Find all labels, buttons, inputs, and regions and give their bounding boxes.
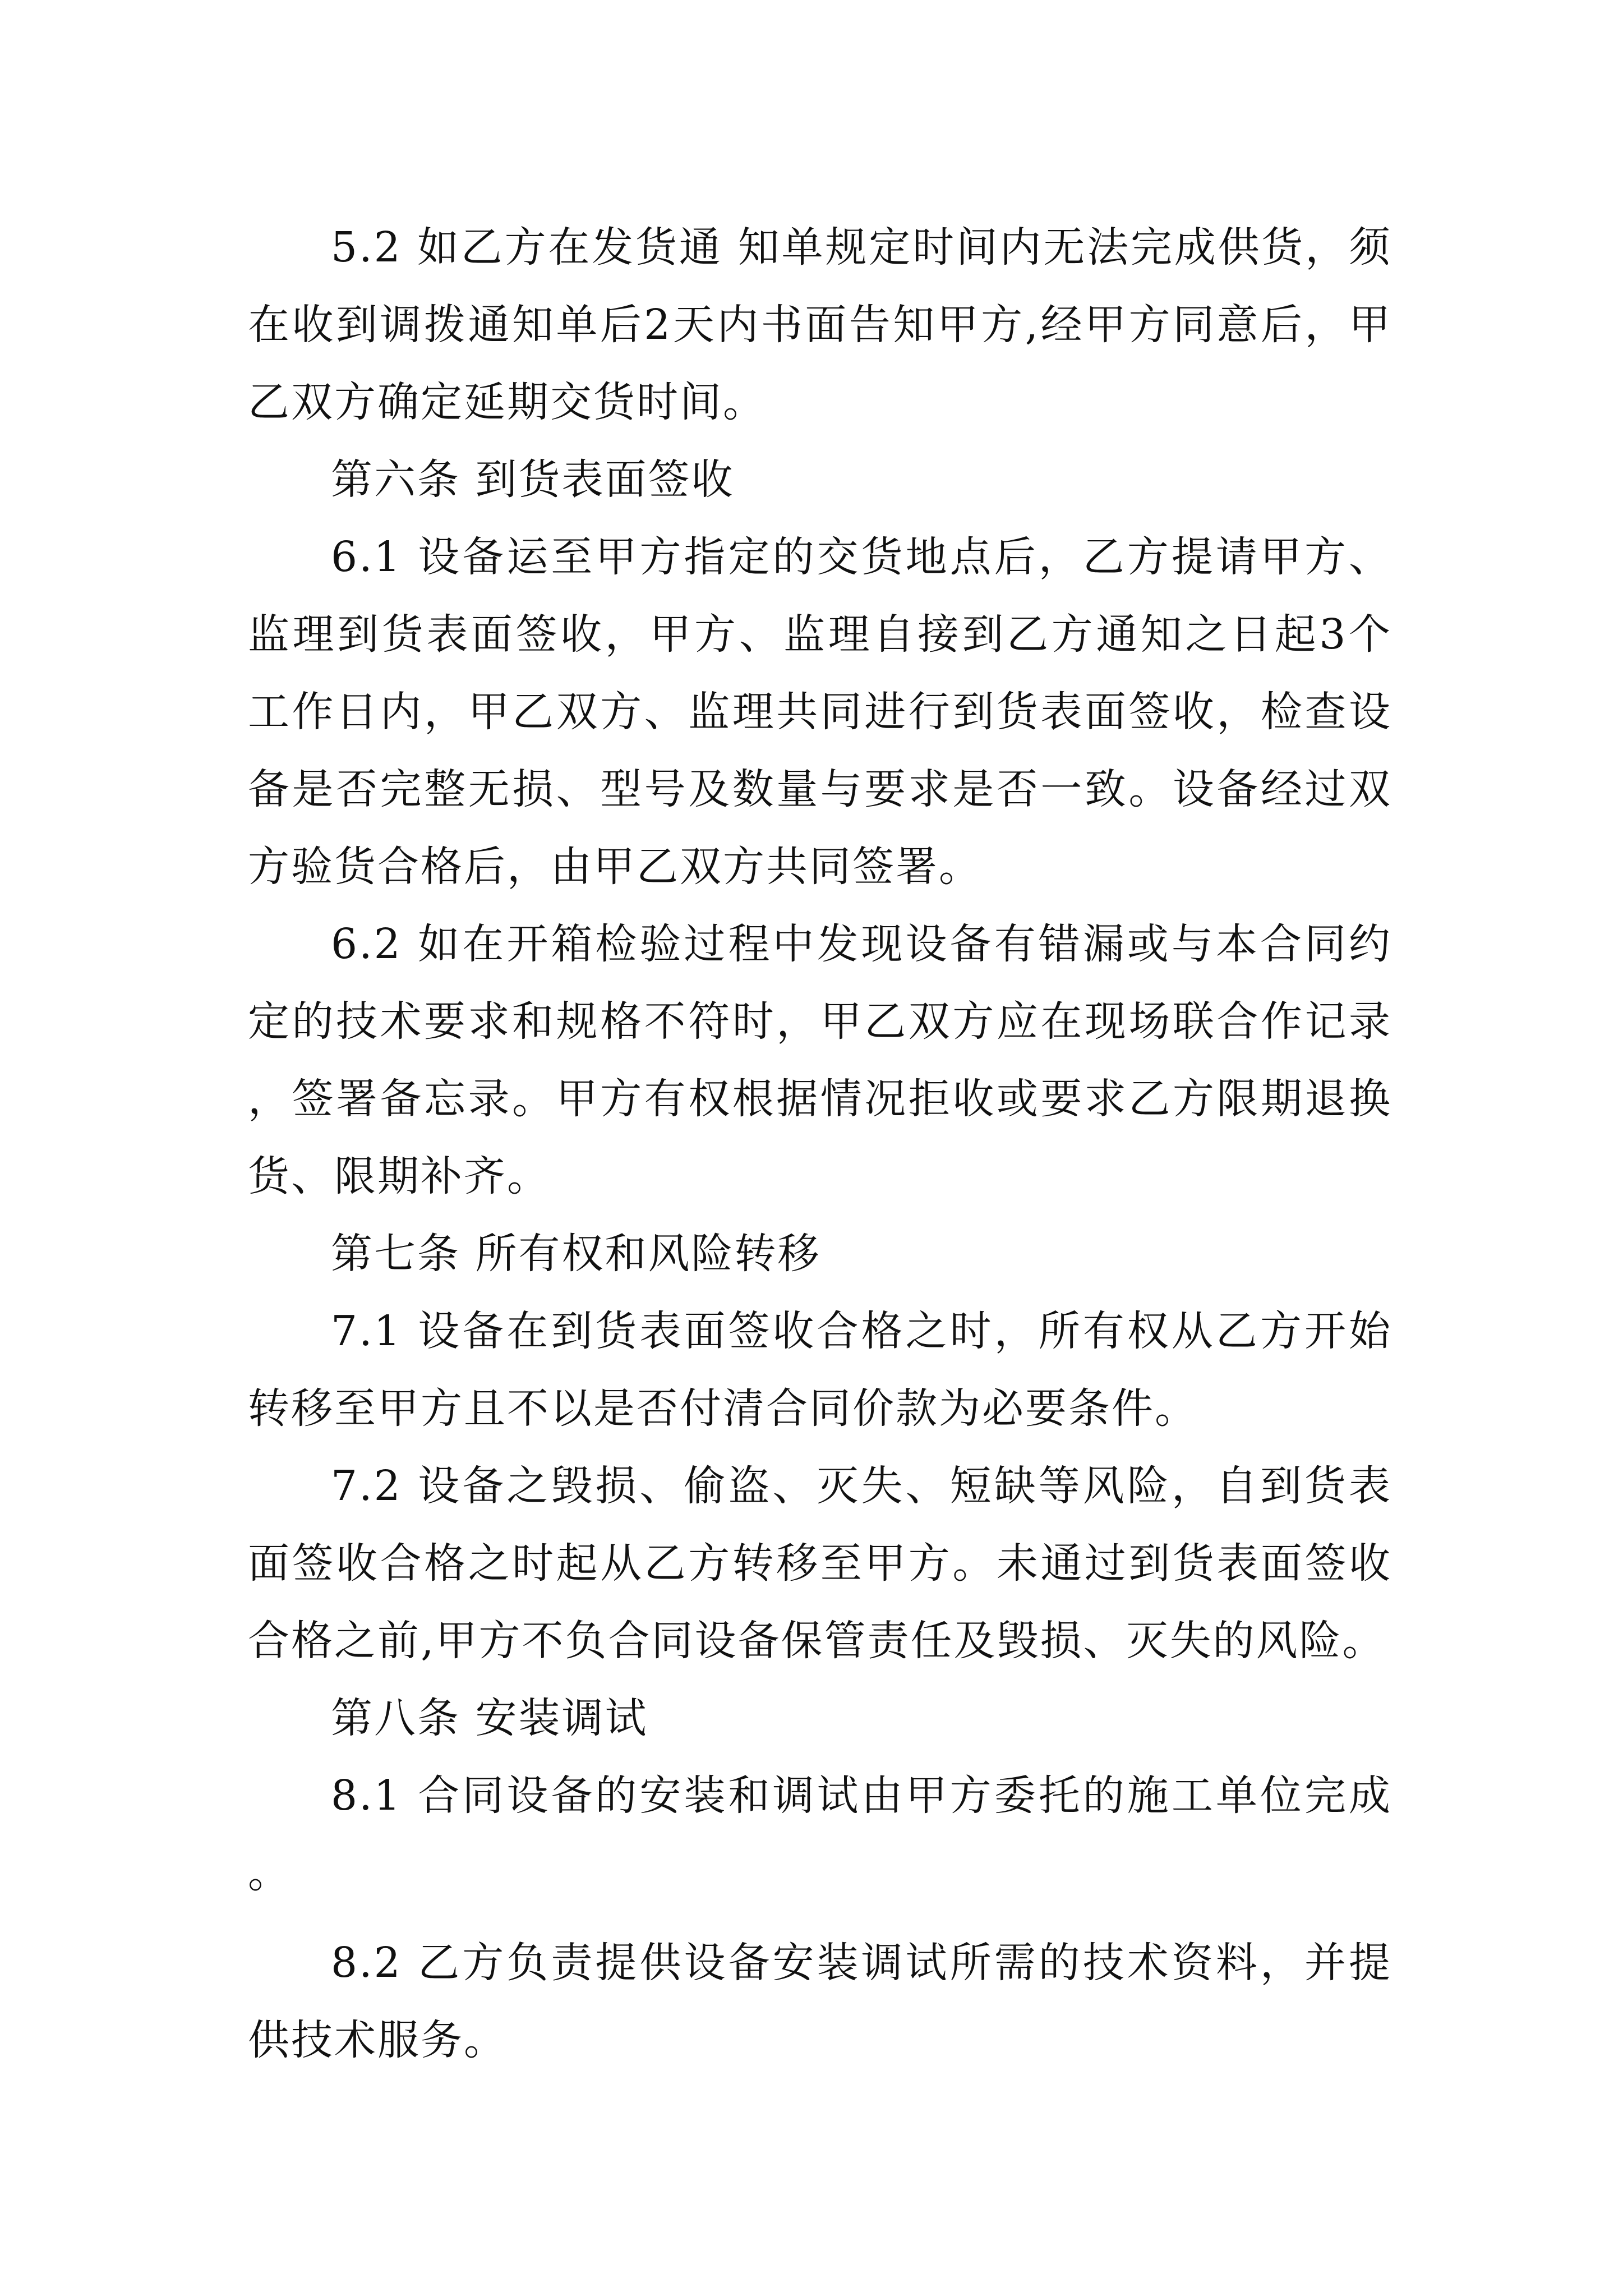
- document-body: [248, 209, 1392, 2079]
- clause-8-2: 8.2 乙方负责提供设备安装调试所需的技术资料，并提供技术服务。: [248, 1939, 1392, 2064]
- clause-7-2: 7.2 设备之毁损、偷盗、灭失、短缺等风险，自到货表面签收合格之时起从乙方转移至甲方。未通过到货表面签收合格之前,甲方不负合同设备保管责任及毁损、灭失的风险。: [248, 1462, 1392, 1665]
- article-7-heading: 第七条 所有权和风险转移: [331, 1230, 821, 1278]
- article-8-heading: 第八条 安装调试: [331, 1694, 648, 1742]
- clause-7-1: 7.1 设备在到货表面签收合格之时，所有权从乙方开始转移至甲方且不以是否付清合同价款为必要条件。: [248, 1307, 1392, 1433]
- clause-8-1: 8.1 合同设备的安装和调试由甲方委托的施工单位完成。: [248, 1772, 1392, 1897]
- clause-6-1: 6.1 设备运至甲方指定的交货地点后，乙方提请甲方、监理到货表面签收，甲方、监理自接到乙方通知之日起3个工作日内，甲乙双方、监理共同进行到货表面签收，检查设备是否完整无损、型号及数量与要求是否一致。设备经过双方验货合格后，由甲乙双方共同签署。: [248, 533, 1392, 891]
- clause-6-2: 6.2 如在开箱检验过程中发现设备有错漏或与本合同约定的技术要求和规格不符时，甲乙双方应在现场联合作记录，签署备忘录。甲方有权根据情况拒收或要求乙方限期退换货、限期补齐。: [248, 920, 1392, 1200]
- clause-5-2: 5.2 如乙方在发货通 知单规定时间内无法完成供货，须在收到调拨通知单后2天内书面告知甲方,经甲方同意后，甲乙双方确定延期交货时间。: [248, 223, 1392, 426]
- article-6-heading: 第六条 到货表面签收: [331, 455, 735, 504]
